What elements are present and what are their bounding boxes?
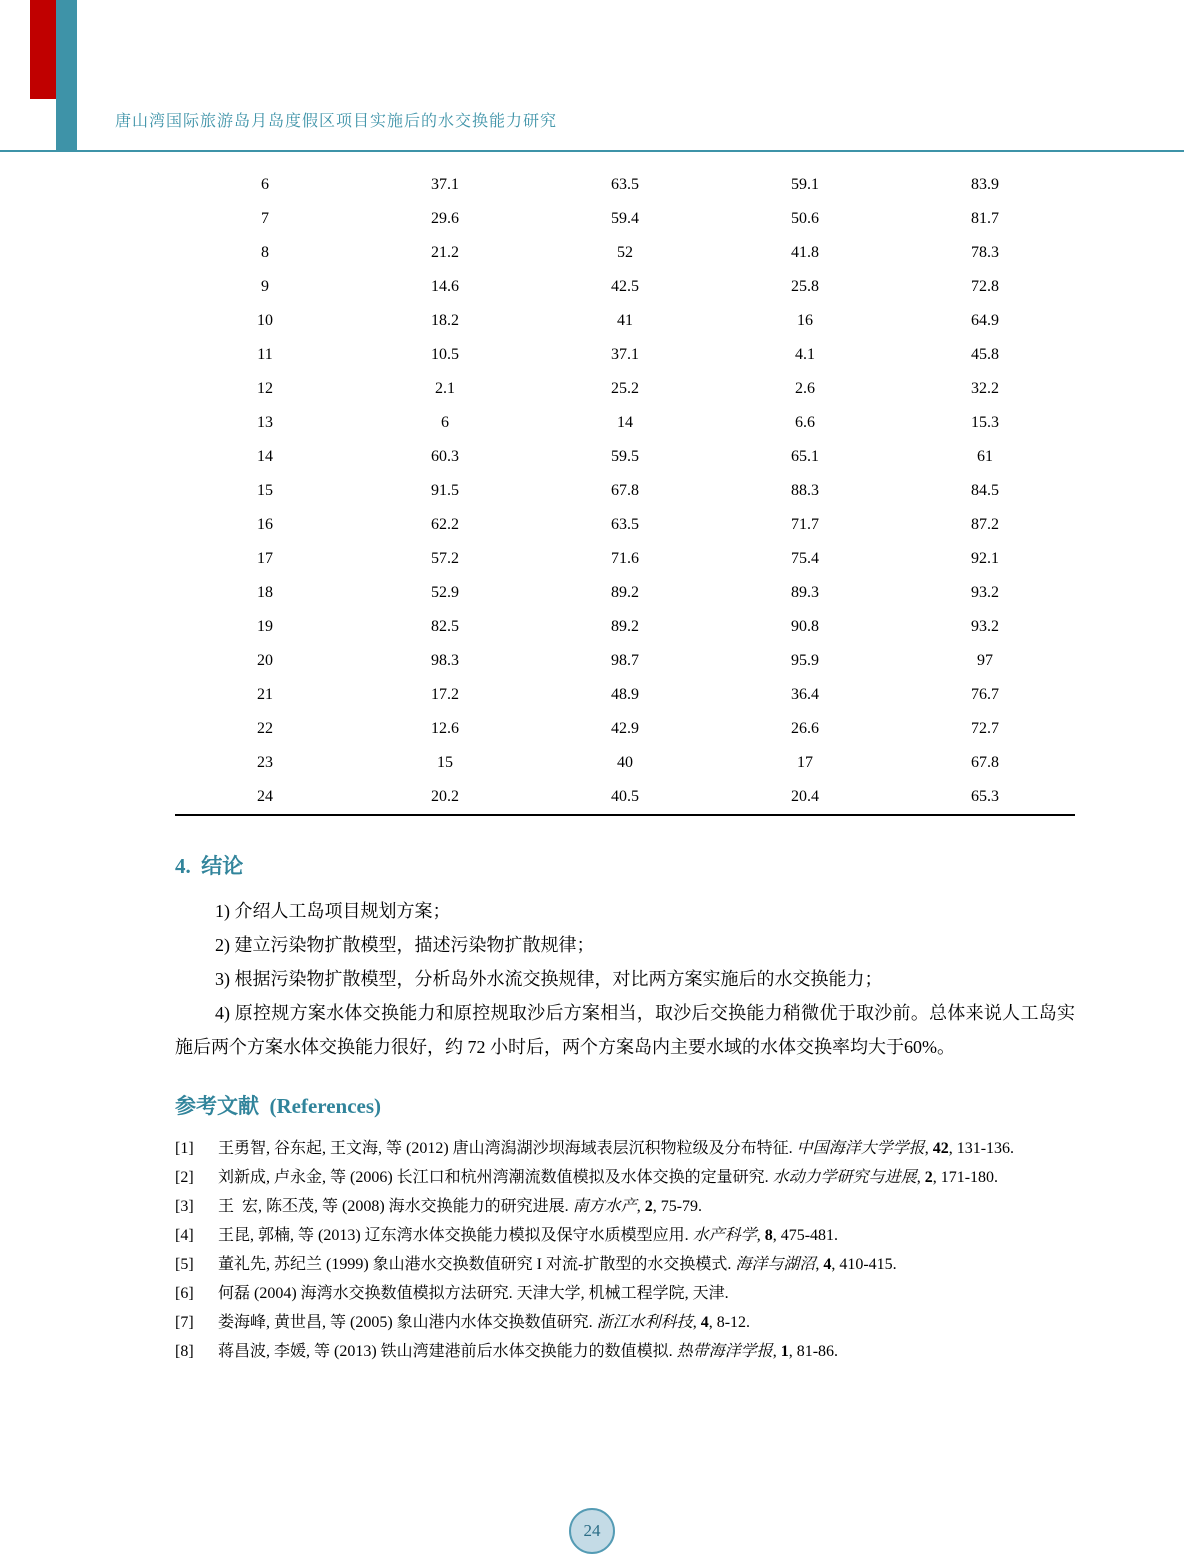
cell-value-4: 84.5: [971, 482, 999, 499]
page-content: [175, 168, 1075, 1366]
reference-pages: , 75-79.: [652, 1198, 703, 1215]
conclusion-item-1: 1) 介绍人工岛项目规划方案；: [215, 901, 451, 921]
reference-text: 蒋昌波, 李媛, 等 (2013) 铁山湾建港前后水体交换能力的数值模拟.: [218, 1343, 677, 1360]
cell-hour: 20: [257, 652, 273, 669]
cell-value-2: 59.4: [611, 210, 639, 227]
volume-number: 42: [932, 1140, 949, 1157]
reference-pages: , 171-180.: [932, 1169, 999, 1186]
reference-separator: ,: [924, 1140, 933, 1157]
table-body: [175, 168, 1075, 815]
cell-value-4: 76.7: [971, 686, 999, 703]
cell-value-3: 17: [797, 754, 813, 771]
cell-value-3: 89.3: [791, 584, 819, 601]
table-row: [175, 542, 1075, 576]
cell-value-1: 17.2: [431, 686, 459, 703]
cell-value-3: 4.1: [795, 346, 815, 363]
reference-number: [2]: [175, 1169, 194, 1186]
cell-value-3: 75.4: [791, 550, 819, 567]
table-row: [175, 678, 1075, 712]
reference-text: 王昆, 郭楠, 等 (2013) 辽东湾水体交换能力模拟及保守水质模型应用.: [218, 1227, 693, 1244]
cell-value-4: 45.8: [971, 346, 999, 363]
cell-value-1: 20.2: [431, 788, 459, 805]
cell-value-3: 59.1: [791, 176, 819, 193]
cell-hour: 14: [257, 448, 273, 465]
reference-separator: ,: [636, 1198, 645, 1215]
reference-text: 刘新成, 卢永金, 等 (2006) 长江口和杭州湾潮流数值模拟及水体交换的定量研究.: [218, 1169, 773, 1186]
reference-item: [175, 1337, 1075, 1366]
conclusion-item-2: 2) 建立污染物扩散模型，描述污染物扩散规律；: [215, 935, 595, 955]
table-row: [175, 712, 1075, 746]
cell-value-2: 40.5: [611, 788, 639, 805]
cell-value-3: 25.8: [791, 278, 819, 295]
reference-separator: ,: [916, 1169, 925, 1186]
cell-value-2: 42.5: [611, 278, 639, 295]
reference-separator: ,: [772, 1343, 781, 1360]
cell-value-2: 41: [617, 312, 633, 329]
conclusion-section: [175, 894, 1075, 1064]
reference-pages: , 81-86.: [788, 1343, 839, 1360]
cell-value-1: 57.2: [431, 550, 459, 567]
reference-number: [8]: [175, 1343, 194, 1360]
table-row: [175, 270, 1075, 304]
cell-value-1: 60.3: [431, 448, 459, 465]
reference-number: [1]: [175, 1140, 194, 1157]
cell-value-3: 16: [797, 312, 813, 329]
volume-number: 2: [924, 1169, 933, 1186]
cell-value-3: 20.4: [791, 788, 819, 805]
cell-hour: 7: [261, 210, 269, 227]
reference-item: [175, 1221, 1075, 1250]
volume-number: 2: [644, 1198, 653, 1215]
cell-value-4: 61: [977, 448, 993, 465]
cell-value-4: 64.9: [971, 312, 999, 329]
cell-value-4: 93.2: [971, 584, 999, 601]
table-row: [175, 644, 1075, 678]
table-row: [175, 780, 1075, 815]
cell-value-2: 37.1: [611, 346, 639, 363]
cell-hour: 10: [257, 312, 273, 329]
cell-hour: 19: [257, 618, 273, 635]
cell-value-1: 21.2: [431, 244, 459, 261]
volume-number: 4: [823, 1256, 832, 1273]
cell-hour: 21: [257, 686, 273, 703]
conclusion-item-4: 4) 原控规方案水体交换能力和原控规取沙后方案相当，取沙后交换能力稍微优于取沙前。总体来说人工岛实施后两个方案水体交换能力很好，约 72 小时后，两个方案岛内主要水域的水体交换率均大于60%。: [175, 1003, 1075, 1057]
reference-pages: , 8-12.: [708, 1314, 751, 1331]
cell-value-3: 50.6: [791, 210, 819, 227]
reference-number: [3]: [175, 1198, 194, 1215]
cell-value-1: 12.6: [431, 720, 459, 737]
cell-value-2: 59.5: [611, 448, 639, 465]
cell-value-4: 72.7: [971, 720, 999, 737]
cell-value-3: 65.1: [791, 448, 819, 465]
reference-pages: , 410-415.: [831, 1256, 897, 1273]
cell-value-1: 82.5: [431, 618, 459, 635]
reference-separator: ,: [692, 1314, 701, 1331]
header-rule: [0, 150, 1184, 152]
reference-text: 王勇智, 谷东起, 王文海, 等 (2012) 唐山湾潟湖沙坝海域表层沉积物粒级及分布特征.: [218, 1140, 797, 1157]
cell-value-3: 71.7: [791, 516, 819, 533]
table-row: [175, 440, 1075, 474]
reference-text: 董礼先, 苏纪兰 (1999) 象山港水交换数值研究 I 对流-扩散型的水交换模式.: [218, 1256, 736, 1273]
cell-value-3: 90.8: [791, 618, 819, 635]
cell-value-4: 65.3: [971, 788, 999, 805]
cell-value-4: 92.1: [971, 550, 999, 567]
cell-hour: 23: [257, 754, 273, 771]
cell-value-2: 40: [617, 754, 633, 771]
cell-value-2: 89.2: [611, 618, 639, 635]
journal-name: 水动力学研究与进展: [772, 1169, 917, 1186]
cell-value-3: 2.6: [795, 380, 815, 397]
cell-value-4: 15.3: [971, 414, 999, 431]
reference-item: [175, 1192, 1075, 1221]
reference-pages: , 131-136.: [948, 1140, 1015, 1157]
volume-number: 1: [780, 1343, 789, 1360]
cell-value-2: 48.9: [611, 686, 639, 703]
table-row: [175, 236, 1075, 270]
cell-value-1: 52.9: [431, 584, 459, 601]
cell-value-2: 42.9: [611, 720, 639, 737]
reference-item: [175, 1134, 1075, 1163]
cell-hour: 17: [257, 550, 273, 567]
cell-value-4: 93.2: [971, 618, 999, 635]
cell-value-4: 67.8: [971, 754, 999, 771]
table-row: [175, 304, 1075, 338]
cell-hour: 24: [257, 788, 273, 805]
reference-item: [175, 1250, 1075, 1279]
conclusion-heading: 4. 结论: [175, 854, 244, 878]
cell-value-2: 71.6: [611, 550, 639, 567]
reference-item: [175, 1279, 1075, 1308]
journal-name: 热带海洋学报: [676, 1343, 773, 1360]
table-row: [175, 610, 1075, 644]
volume-number: 8: [764, 1227, 773, 1244]
water-exchange-table: [175, 168, 1075, 816]
table-row: [175, 474, 1075, 508]
journal-name: 海洋与湖沼: [735, 1256, 816, 1273]
cell-value-1: 2.1: [435, 380, 455, 397]
references-list: [175, 1134, 1075, 1366]
cell-value-3: 41.8: [791, 244, 819, 261]
table-row: [175, 746, 1075, 780]
cell-value-1: 15: [437, 754, 453, 771]
table-row: [175, 202, 1075, 236]
table-row: [175, 508, 1075, 542]
cell-hour: 13: [257, 414, 273, 431]
table-row: [175, 372, 1075, 406]
cell-value-1: 29.6: [431, 210, 459, 227]
cell-value-2: 98.7: [611, 652, 639, 669]
running-head-title: 唐山湾国际旅游岛月岛度假区项目实施后的水交换能力研究: [115, 113, 558, 130]
cell-value-2: 14: [617, 414, 633, 431]
cell-hour: 15: [257, 482, 273, 499]
journal-name: 中国海洋大学学报: [796, 1140, 925, 1157]
cell-value-1: 10.5: [431, 346, 459, 363]
cell-value-3: 36.4: [791, 686, 819, 703]
cell-value-4: 78.3: [971, 244, 999, 261]
reference-item: [175, 1308, 1075, 1337]
cell-value-4: 72.8: [971, 278, 999, 295]
reference-separator: ,: [756, 1227, 765, 1244]
cell-value-1: 14.6: [431, 278, 459, 295]
reference-pages: , 475-481.: [772, 1227, 839, 1244]
cell-value-4: 81.7: [971, 210, 999, 227]
top-left-teal-bar: [56, 0, 77, 150]
table-row: [175, 576, 1075, 610]
cell-hour: 22: [257, 720, 273, 737]
cell-value-1: 37.1: [431, 176, 459, 193]
cell-value-3: 6.6: [795, 414, 815, 431]
cell-value-4: 97: [977, 652, 993, 669]
cell-hour: 18: [257, 584, 273, 601]
reference-number: [7]: [175, 1314, 194, 1331]
reference-number: [5]: [175, 1256, 194, 1273]
cell-value-2: 67.8: [611, 482, 639, 499]
cell-value-4: 87.2: [971, 516, 999, 533]
reference-item: [175, 1163, 1075, 1192]
cell-value-2: 25.2: [611, 380, 639, 397]
reference-number: [6]: [175, 1285, 194, 1302]
cell-value-2: 63.5: [611, 516, 639, 533]
page-number-badge: 24: [569, 1508, 615, 1554]
cell-value-1: 91.5: [431, 482, 459, 499]
conclusion-item-3: 3) 根据污染物扩散模型，分析岛外水流交换规律，对比两方案实施后的水交换能力；: [215, 969, 883, 989]
volume-number: 4: [700, 1314, 709, 1331]
cell-hour: 16: [257, 516, 273, 533]
references-heading: 参考文献 (References): [175, 1094, 382, 1118]
cell-value-1: 98.3: [431, 652, 459, 669]
table-row: [175, 406, 1075, 440]
top-left-red-bar: [30, 0, 56, 99]
reference-text: 何磊 (2004) 海湾水交换数值模拟方法研究. 天津大学, 机械工程学院, 天津.: [218, 1285, 729, 1302]
journal-name: 水产科学: [692, 1227, 757, 1244]
journal-name: 南方水产: [572, 1198, 637, 1215]
cell-hour: 12: [257, 380, 273, 397]
cell-hour: 11: [257, 346, 273, 363]
reference-number: [4]: [175, 1227, 194, 1244]
table-row: [175, 168, 1075, 202]
table-row: [175, 338, 1075, 372]
cell-value-4: 83.9: [971, 176, 999, 193]
cell-hour: 8: [261, 244, 269, 261]
reference-text: 娄海峰, 黄世昌, 等 (2005) 象山港内水体交换数值研究.: [218, 1314, 597, 1331]
cell-value-1: 62.2: [431, 516, 459, 533]
cell-value-2: 89.2: [611, 584, 639, 601]
reference-text: 王 宏, 陈丕茂, 等 (2008) 海水交换能力的研究进展.: [218, 1198, 573, 1215]
cell-value-3: 95.9: [791, 652, 819, 669]
cell-value-2: 52: [617, 244, 633, 261]
cell-value-3: 88.3: [791, 482, 819, 499]
cell-value-1: 6: [441, 414, 449, 431]
journal-name: 浙江水利科技: [596, 1314, 693, 1331]
cell-value-3: 26.6: [791, 720, 819, 737]
cell-value-4: 32.2: [971, 380, 999, 397]
cell-value-1: 18.2: [431, 312, 459, 329]
reference-separator: ,: [815, 1256, 824, 1273]
cell-hour: 6: [261, 176, 269, 193]
cell-hour: 9: [261, 278, 269, 295]
cell-value-2: 63.5: [611, 176, 639, 193]
